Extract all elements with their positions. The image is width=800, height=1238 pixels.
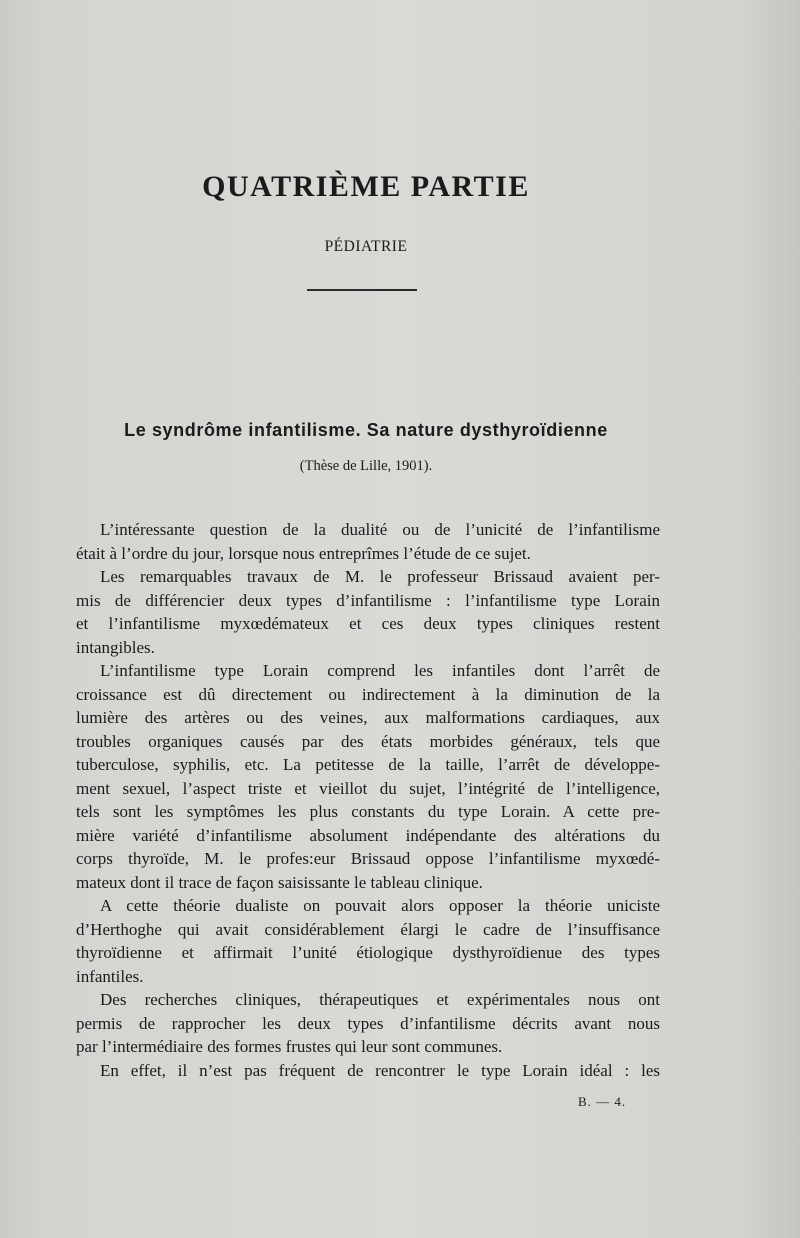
text-line: thyroïdienne et affirmait l’unité étiologique dysthyroïdienue des types bbox=[76, 943, 660, 962]
text-line: A cette théorie dualiste on pouvait alors opposer la théorie uniciste bbox=[100, 896, 660, 915]
signature-mark: B. — 4. bbox=[578, 1094, 627, 1109]
text-line: tels sont les symptômes les plus constants du type Lorain. A cette pre- bbox=[76, 802, 660, 821]
text-line: Des recherches cliniques, thérapeutiques et expérimentales nous ont bbox=[100, 990, 660, 1009]
text-line: mateux dont il trace de façon saisissante le tableau clinique. bbox=[76, 872, 483, 892]
article-title: Le syndrôme infantilisme. Sa nature dysthyroïdienne bbox=[124, 420, 608, 440]
text-line: intangibles. bbox=[76, 637, 155, 657]
text-line: Les remarquables travaux de M. le professeur Brissaud avaient per- bbox=[100, 567, 660, 586]
text-line: En effet, il n’est pas fréquent de rencontrer le type Lorain idéal : les bbox=[100, 1060, 660, 1080]
text-line: mis de différencier deux types d’infantilisme : l’infantilisme type Lorain bbox=[76, 590, 660, 610]
body-text bbox=[76, 518, 660, 1082]
divider-rule bbox=[307, 289, 417, 291]
text-line: permis de rapprocher les deux types d’infantilisme décrits avant nous bbox=[76, 1013, 660, 1033]
part-title: QUATRIÈME PARTIE bbox=[202, 170, 530, 203]
text-line: et l’infantilisme myxœdémateux et ces deux types cliniques restent bbox=[76, 614, 660, 633]
text-line: corps thyroïde, M. le profes:eur Brissaud oppose l’infantilisme myxœdé- bbox=[76, 849, 660, 868]
text-line: tuberculose, syphilis, etc. La petitesse de la taille, l’arrêt de développe- bbox=[76, 755, 660, 774]
text-line: ment sexuel, l’aspect triste et vieillot du sujet, l’intégrité de l’intelligence, bbox=[76, 778, 660, 798]
text-line: par l’intermédiaire des formes frustes qui leur sont communes. bbox=[76, 1037, 503, 1056]
text-line: troubles organiques causés par des états morbides généraux, tels que bbox=[76, 731, 660, 751]
text-line: mière variété d’infantilisme absolument indépendante des altérations du bbox=[76, 825, 660, 845]
text-line: infantiles. bbox=[76, 966, 144, 986]
text-line: d’Herthoghe qui avait considérablement élargi le cadre de l’insuffisance bbox=[76, 919, 660, 939]
text-line: croissance est dû directement ou indirectement à la diminution de la bbox=[76, 684, 660, 704]
text-line: L’infantilisme type Lorain comprend les infantiles dont l’arrêt de bbox=[100, 661, 660, 680]
text-line: L’intéressante question de la dualité ou de l’unicité de l’infantilisme bbox=[100, 520, 660, 539]
section-title: PÉDIATRIE bbox=[324, 238, 408, 255]
text-line: était à l’ordre du jour, lorsque nous entreprîmes l’étude de ce sujet. bbox=[76, 543, 531, 563]
article-citation: (Thèse de Lille, 1901). bbox=[299, 458, 433, 474]
text-line: lumière des artères ou des veines, aux malformations cardiaques, aux bbox=[76, 708, 660, 727]
